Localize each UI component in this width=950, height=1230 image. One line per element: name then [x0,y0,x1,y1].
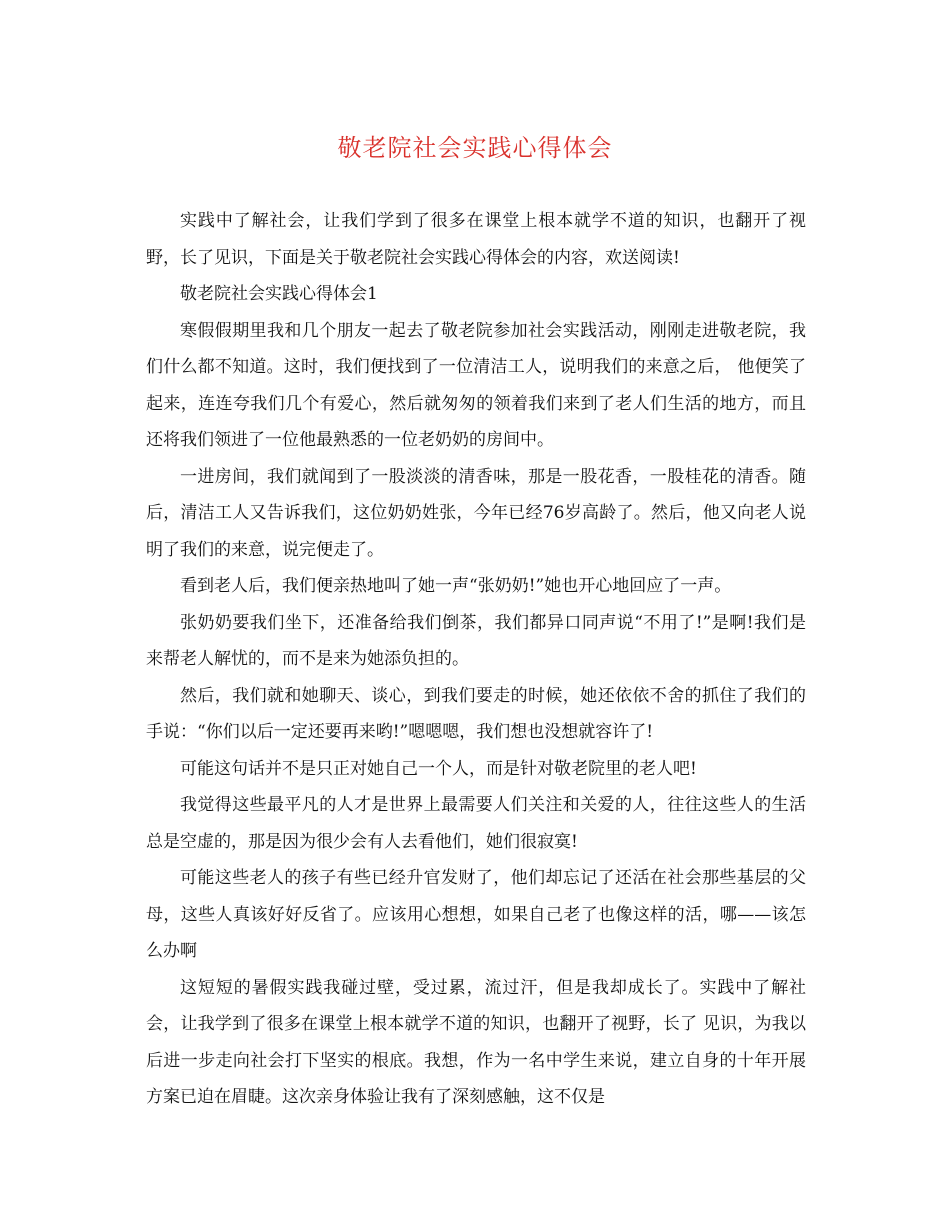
paragraph: 一进房间，我们就闻到了一股淡淡的清香味，那是一股花香，一股桂花的清香。随后，清洁工人又告诉我们，这位奶奶姓张，今年已经76岁高龄了。然后，他又向老人说明了我们的来意，说完便走了。 [146,466,806,560]
intro-paragraph: 实践中了解社会，让我们学到了很多在课堂上根本就学不道的知识，也翻开了视野，长了见识，下面是关于敬老院社会实践心得体会的内容，欢送阅读! [146,211,806,268]
paragraph: 我觉得这些最平凡的人才是世界上最需要人们关注和关爱的人，往往这些人的生活总是空虚的，那是因为很少会有人去看他们，她们很寂寞! [146,795,806,852]
paragraph: 这短短的暑假实践我碰过壁，受过累，流过汗，但是我却成长了。实践中了解社会，让我学到了很多在课堂上根本就学不道的知识，也翻开了视野，长了 见识，为我以后进一步走向社会打下坚实的根底。我想，作为一名中学生来说，建立自身的十年开展方案已迫在眉睫。这次亲身体验让我有了深刻感触，这不仅是 [146,977,806,1107]
document-title: 敬老院社会实践心得体会 [337,134,613,162]
section-heading: 敬老院社会实践心得体会1 [180,284,378,304]
paragraph: 看到老人后，我们便亲热地叫了她一声“张奶奶!”她也开心地回应了一声。 [180,576,732,596]
paragraph: 可能这句话并不是只正对她自己一个人，而是针对敬老院里的老人吧! [180,758,697,779]
paragraph: 然后，我们就和她聊天、谈心，到我们要走的时候，她还依依不舍的抓住了我们的手说：“你们以后一定还要再来哟!”嗯嗯嗯，我们想也没想就容许了! [146,685,806,742]
paragraph: 寒假假期里我和几个朋友一起去了敬老院参加社会实践活动，刚刚走进敬老院，我们什么都不知道。这时，我们便找到了一位清洁工人，说明我们的来意之后， 他便笑了起来，连连夸我们几个有爱心，然后就匆匆的领着我们来到了老人们生活的地方，而且还将我们领进了一位他最熟悉的一位老奶奶的房间中。 [146,320,806,450]
paragraph: 张奶奶要我们坐下，还准备给我们倒茶，我们都异口同声说“不用了!”是啊!我们是来帮老人解忧的，而不是来为她添负担的。 [146,612,806,669]
paragraph: 可能这些老人的孩子有些已经升官发财了，他们却忘记了还活在社会那些基层的父母，这些人真该好好反省了。应该用心想想，如果自己老了也像这样的活，哪——该怎么办啊 [146,868,806,961]
document-body [146,203,806,1116]
